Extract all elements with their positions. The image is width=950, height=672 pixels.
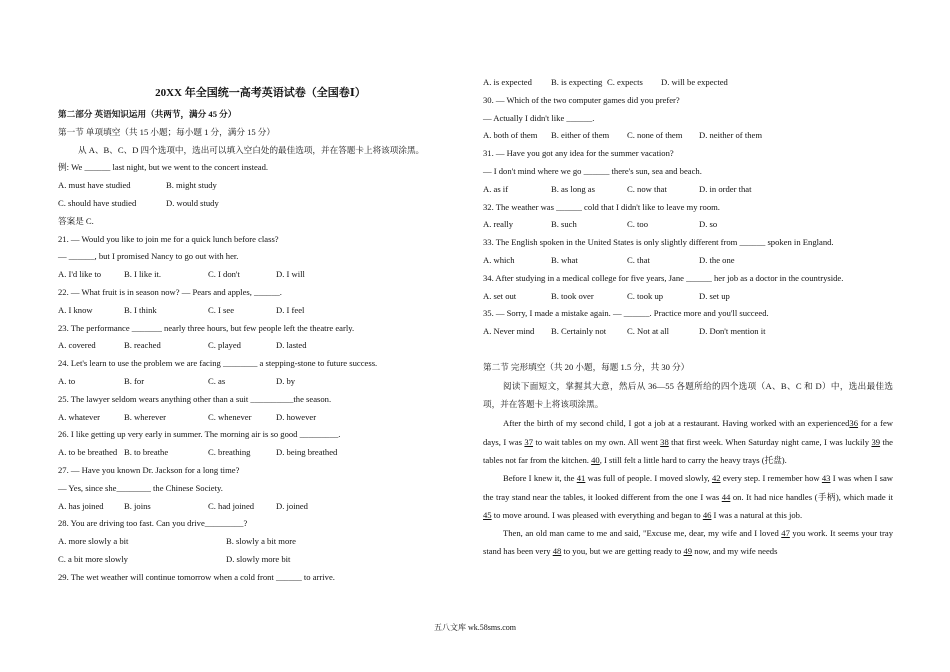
option: A. I know (58, 304, 93, 315)
section2-instruction: 阅读下面短文，掌握其大意，然后从 36—55 各题所给的四个选项（A、B、C 和 D）中，选出最佳选项，并在答题卡上将该项涂黑。 (483, 380, 893, 410)
example-stem: 例: We ______ last night, but we went to the concert instead. (58, 162, 269, 173)
cloze-paragraph (483, 414, 893, 469)
passage-text: After the birth of my second child, I got a job at a restaurant. Having worked with an experienced (503, 418, 850, 429)
option: B. as long as (551, 183, 595, 194)
blank-number: 43 (821, 473, 831, 484)
option: B. took over (551, 290, 594, 301)
option: C. should have studied (58, 197, 137, 208)
option: A. has joined (58, 500, 104, 511)
option: A. I'd like to (58, 269, 102, 280)
option: D. would study (166, 197, 219, 208)
section-gap (483, 341, 893, 359)
options-row (58, 409, 463, 427)
option: C. breathing (208, 447, 251, 458)
option: D. neither of them (699, 130, 763, 141)
passage-text: on. It had nice handles (手柄), which made it (730, 491, 893, 502)
option: A. more slowly a bit (58, 536, 129, 547)
option: B. either of them (551, 130, 610, 141)
blank-number: 45 (483, 509, 492, 520)
question-stem: 21. — Would you like to join me for a quick lunch before class? (58, 233, 279, 244)
option: B. what (551, 254, 578, 265)
section2-title: 第二节 完形填空（共 20 小题，每题 1.5 分，共 30 分） (483, 361, 690, 372)
left-question-list (58, 231, 463, 587)
options-row (58, 533, 463, 551)
option: D. Don't mention it (699, 326, 766, 337)
passage-text: , I still felt a little hard to carry the heavy trays (托盘). (599, 454, 787, 465)
passage-text: you work. It seems your tray stand has been very (483, 528, 893, 557)
option: A. whatever (58, 411, 100, 422)
options-row (483, 252, 893, 270)
options-row (483, 216, 893, 234)
option: D. slowly more bit (226, 553, 291, 564)
cloze-paragraph (483, 469, 893, 524)
options-row (483, 323, 893, 341)
option: B. reached (124, 340, 161, 351)
blank-number: 36 (849, 418, 859, 429)
question-stem: 29. The wet weather will continue tomorrow when a cold front ______ to arrive. (58, 571, 335, 582)
option: A. really (483, 219, 514, 230)
option: A. both of them (483, 130, 538, 141)
option: D. I will (276, 269, 305, 280)
option: C. a bit more slowly (58, 553, 128, 564)
question-stem: 33. The English spoken in the United States is only slightly different from ______ spoken in England. (483, 237, 834, 248)
blank-number: 38 (660, 436, 669, 447)
question-stem: 23. The performance _______ nearly three hours, but few people left the theatre early. (58, 322, 355, 333)
option: D. lasted (276, 340, 307, 351)
option: B. such (551, 219, 577, 230)
options-row (58, 337, 463, 355)
option: D. will be expected (661, 77, 728, 87)
option: D. the one (699, 254, 735, 265)
passage-text: I was when I saw the tray stand near the tables, it looked different from the one I was (483, 473, 893, 502)
blank-number: 37 (524, 436, 534, 447)
passage-text: every step. I remember how (720, 473, 822, 484)
options-row (58, 266, 463, 284)
passage-text: that first week. When Saturday night came, I was luckily (668, 436, 872, 447)
section1-instruction: 从 A、B、C、D 四个选项中，选出可以填入空白处的最佳选项，并在答题卡上将该项涂黑。 (78, 144, 425, 155)
passage-text: for a few days, I was (483, 418, 893, 447)
right-question-list (483, 92, 893, 341)
question-stem: 28. You are driving too fast. Can you drive_________? (58, 518, 248, 529)
blank-number: 39 (871, 436, 881, 447)
options-row (58, 302, 463, 320)
option: D. so (699, 219, 718, 230)
blank-number: 41 (576, 473, 586, 484)
option: C. as (208, 375, 226, 386)
question-stem: 25. The lawyer seldom wears anything other than a suit __________the season. (58, 393, 332, 404)
option: A. covered (58, 340, 96, 351)
example-answer: 答案是 C. (58, 215, 94, 226)
question-stem: 30. — Which of the two computer games did you prefer? (483, 94, 680, 105)
cloze-passage (483, 414, 893, 560)
option: A. set out (483, 290, 517, 301)
example-options-row2 (58, 195, 463, 213)
option: A. which (483, 254, 515, 265)
option: B. might study (166, 180, 217, 191)
question-stem: 24. Let's learn to use the problem we are facing ________ a stepping-stone to future success. (58, 358, 378, 369)
page-title: 20XX 年全国统一高考英语试卷（全国卷Ⅰ） (155, 87, 366, 99)
option: A. as if (483, 183, 509, 194)
option: C. Not at all (627, 326, 670, 337)
question-stem: 27. — Have you known Dr. Jackson for a long time? (58, 464, 240, 475)
left-column (58, 74, 463, 587)
option: B. is expecting (551, 77, 603, 87)
option: C. too (627, 219, 649, 230)
passage-text: to wait tables on my own. All went (533, 436, 661, 447)
option: A. to (58, 375, 76, 386)
passage-text: to move around. I was pleased with everything and began to (491, 509, 703, 520)
question-stem: 26. I like getting up very early in summer. The morning air is so good _________. (58, 429, 341, 440)
question-stem: 31. — Have you got any idea for the summer vacation? (483, 148, 674, 159)
cloze-paragraph (483, 524, 893, 561)
question-stem: 34. After studying in a medical college for five years, Jane ______ her job as a doctor in the countryside. (483, 272, 844, 283)
blank-number: 48 (552, 546, 562, 557)
option: C. played (208, 340, 241, 351)
option: B. I think (124, 304, 157, 315)
option: A. Never mind (483, 326, 535, 337)
passage-text: I was a natural at this job. (711, 509, 803, 520)
blank-number: 42 (711, 473, 721, 484)
option: B. for (124, 375, 145, 386)
question-stem: — Actually I didn't like ______. (483, 112, 595, 123)
passage-text: the tables not far from the kitchen. (483, 436, 893, 465)
options-row (483, 181, 893, 199)
blank-number: 44 (721, 491, 731, 502)
question-29-options (483, 74, 893, 92)
option: A. to be breathed (58, 447, 118, 458)
passage-text: to you, but we are getting ready to (561, 546, 684, 557)
option: C. took up (627, 290, 664, 301)
question-stem: — Yes, since she________ the Chinese Society. (58, 482, 223, 493)
options-row (58, 444, 463, 462)
option: A. is expected (483, 77, 532, 87)
example-options-row1 (58, 177, 463, 195)
options-row (58, 373, 463, 391)
option: D. I feel (276, 304, 305, 315)
options-row (483, 288, 893, 306)
passage-text: Before I knew it, the (503, 473, 577, 484)
part-title: 第二部分 英语知识运用（共两节，满分 45 分） (58, 109, 237, 119)
passage-text: Then, an old man came to me and said, "Excuse me, dear, my wife and I loved (503, 528, 782, 539)
option: D. however (276, 411, 317, 422)
option: C. I see (208, 304, 235, 315)
section1-title: 第一节 单项填空（共 15 小题；每小题 1 分，满分 15 分） (58, 126, 275, 137)
option: C. that (627, 254, 650, 265)
option: D. being breathed (276, 447, 338, 458)
option: D. joined (276, 500, 308, 511)
question-stem: 32. The weather was ______ cold that I didn't like to leave my room. (483, 201, 720, 212)
option: B. joins (124, 500, 151, 511)
options-row (58, 498, 463, 516)
question-stem: — ______, but I promised Nancy to go out with her. (58, 251, 239, 262)
option: C. had joined (208, 500, 255, 511)
option: B. to breathe (124, 447, 169, 458)
option: B. slowly a bit more (226, 536, 296, 547)
option: C. whenever (208, 411, 252, 422)
right-column (483, 74, 893, 561)
option: B. I like it. (124, 269, 161, 280)
option: C. I don't (208, 269, 240, 280)
option: B. wherever (124, 411, 166, 422)
option: C. now that (627, 183, 667, 194)
options-row (58, 551, 463, 569)
blank-number: 47 (781, 528, 790, 539)
option: D. in order that (699, 183, 752, 194)
blank-number: 46 (702, 509, 712, 520)
option: D. set up (699, 290, 730, 301)
option: B. Certainly not (551, 326, 607, 337)
options-row (483, 127, 893, 145)
option: D. by (276, 375, 296, 386)
question-stem: 22. — What fruit is in season now? — Pears and apples, ______. (58, 286, 282, 297)
blank-number: 49 (683, 546, 693, 557)
question-stem: — I don't mind where we go ______ there's sun, sea and beach. (483, 165, 702, 176)
passage-text: was full of people. I moved slowly, (585, 473, 712, 484)
option: A. must have studied (58, 180, 131, 191)
footer-watermark: 五八文库 wk.58sms.com (434, 623, 516, 632)
blank-number: 40 (591, 454, 600, 465)
option: C. expects (607, 77, 643, 87)
option: C. none of them (627, 130, 683, 141)
question-stem: 35. — Sorry, I made a mistake again. — ______. Practice more and you'll succeed. (483, 308, 769, 319)
passage-text: now, and my wife needs (692, 546, 778, 557)
